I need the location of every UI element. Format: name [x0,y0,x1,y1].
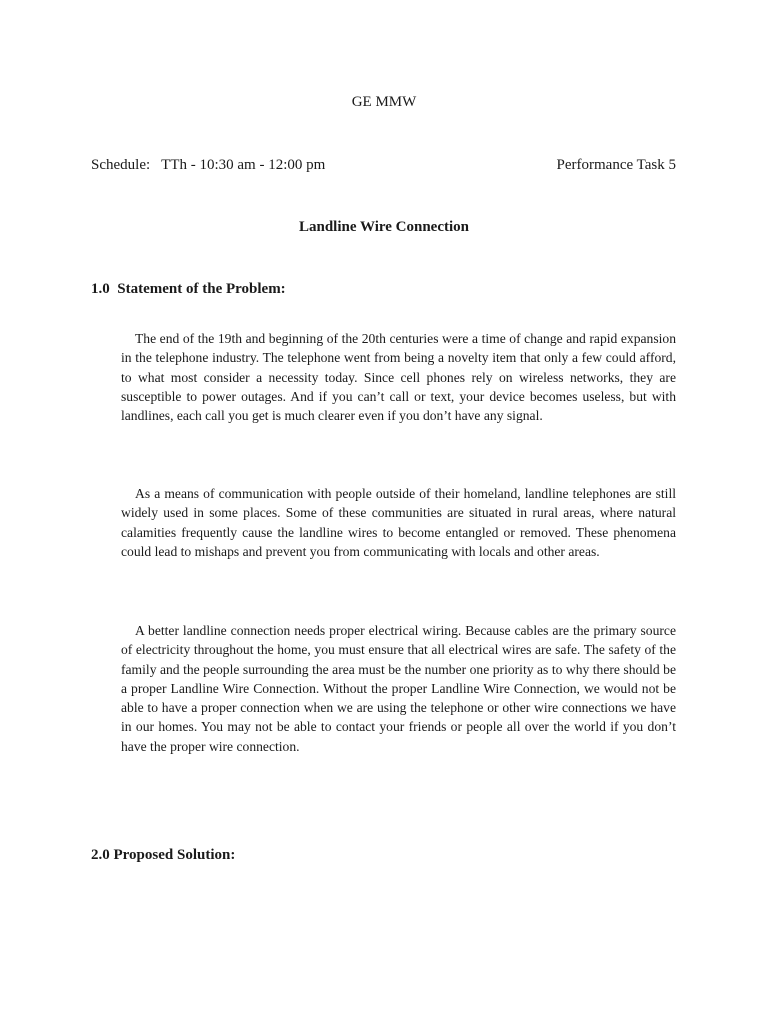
paragraph-problem-2: As a means of communication with people outside of their homeland, landline telephones are still widely used in some places. Some of these communities are situated in rural areas, where natural calamities frequently cause the landline wires to become entangled or removed. These phenomena could lead to mishaps and prevent you from communicating with locals and other areas. [121,486,676,559]
section-heading-problem: 1.0 Statement of the Problem: [91,281,286,297]
paragraph-problem-3: A better landline connection needs proper electrical wiring. Because cables are the primary source of electricity throughout the home, you must ensure that all electrical wires are safe. The safety of the family and the people surrounding the area must be the number one priority as to why there should be a proper Landline Wire Connection. Without the proper Landline Wire Connection, we would not be able to have a proper connection when we are using the telephone or other wire connections we have in our homes. You may not be able to contact your friends or people all over the world if you don’t have the proper wire connection. [121,623,676,754]
section-heading-solution: 2.0 Proposed Solution: [91,847,236,863]
document-title: Landline Wire Connection [298,219,470,235]
paragraph-problem-1: The end of the 19th and beginning of the 20th centuries were a time of change and rapid expansion in the telephone industry. The telephone went from being a novelty item that only a few could afford, to what most consider a necessity today. Since cell phones rely on wireless networks, they are susceptible to power outages. And if you can’t call or text, your device becomes useless, but with landlines, each call you get is much clearer even if you don’t have any signal. [121,331,676,424]
task-label: Performance Task 5 [556,157,676,173]
course-code: GE MMW [351,94,417,110]
schedule-text: Schedule: TTh - 10:30 am - 12:00 pm [91,157,326,173]
